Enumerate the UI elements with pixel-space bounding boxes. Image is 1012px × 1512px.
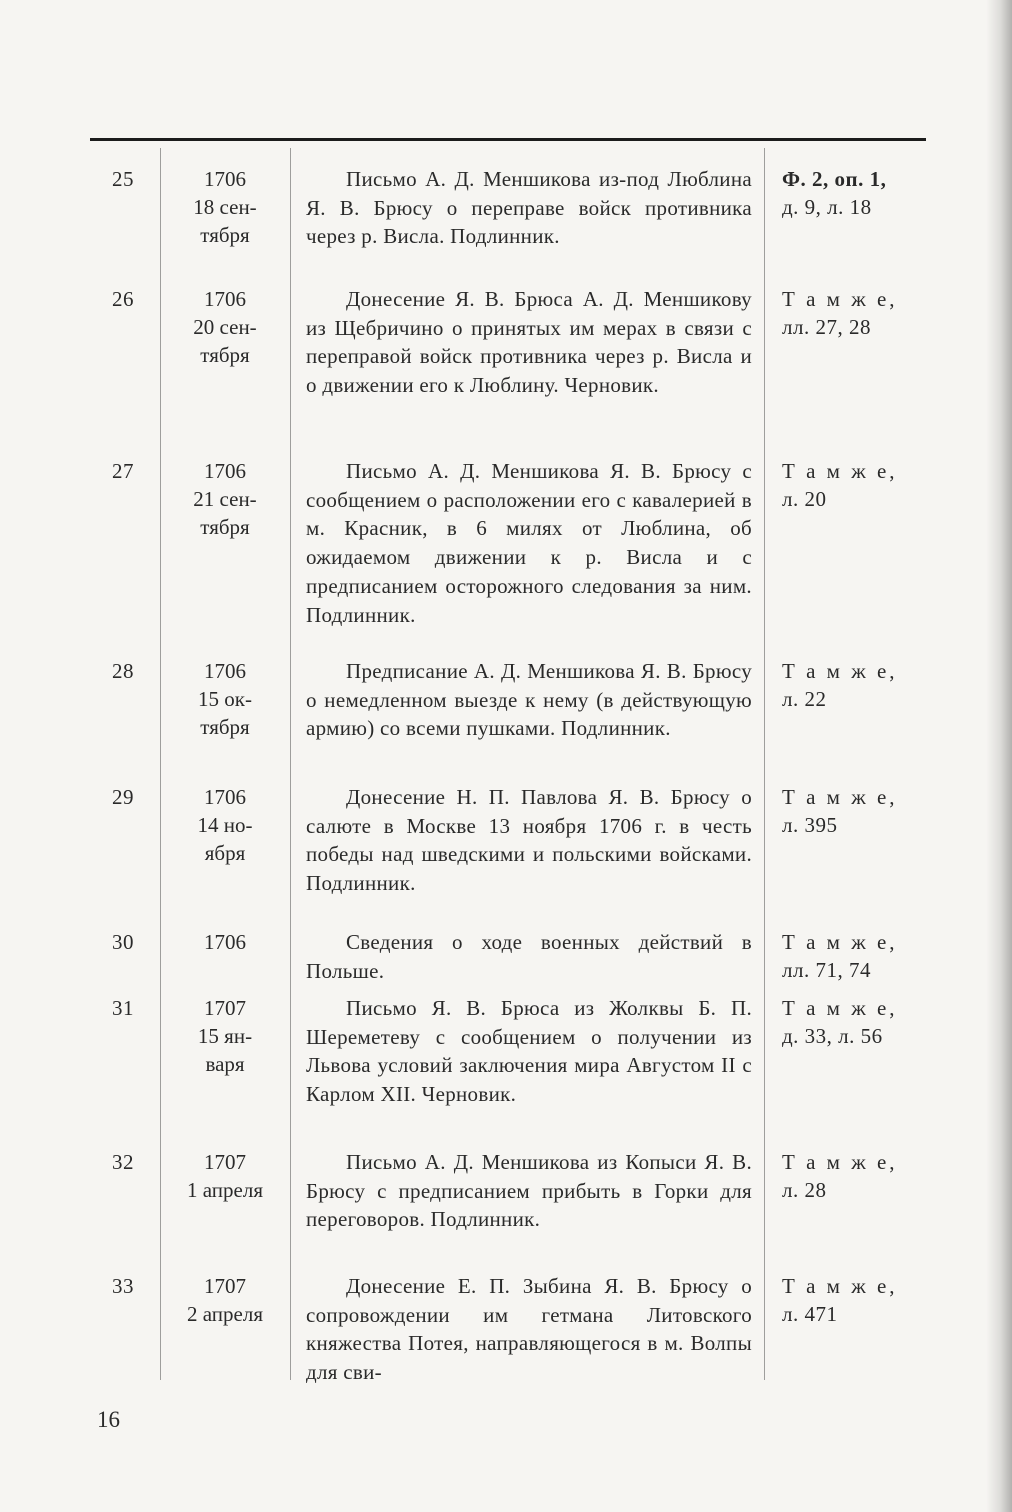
row-description: Письмо А. Д. Меншикова из Копыси Я. В. Брюсу с предписанием прибыть в Горки для переговоров. Подлинник. <box>306 1150 752 1232</box>
date-year: 1706 <box>204 167 246 191</box>
row-description: Предписание А. Д. Меншикова Я. В. Брюсу о немедленном выезде к нему (в действующую армию) со всеми пушками. Подлинник. <box>306 659 752 741</box>
date-day: 15 ян- <box>197 1024 253 1048</box>
row-reference <box>782 657 932 713</box>
date-month: ября <box>204 841 246 865</box>
date-year: 1706 <box>204 785 246 809</box>
ref-line: л. 471 <box>782 1302 838 1326</box>
row-reference <box>782 165 932 221</box>
row-date <box>162 783 288 867</box>
date-year: 1706 <box>204 659 246 683</box>
ref-line: л. 22 <box>782 687 827 711</box>
row-reference <box>782 994 932 1050</box>
row-date <box>162 928 288 956</box>
row-date <box>162 165 288 249</box>
row-date <box>162 1148 288 1204</box>
row-description: Донесение Я. В. Брюса А. Д. Меншикову из Щебричино о принятых им мерах в связи с переправой войск противника через р. Висла и о движении его к Люблину. Черновик. <box>306 287 752 398</box>
ref-line: д. 9, л. 18 <box>782 195 872 219</box>
date-year: 1706 <box>204 459 246 483</box>
row-date <box>162 285 288 369</box>
ref-line: Т а м ж е, <box>782 1274 898 1298</box>
ref-line: Ф. 2, оп. 1, <box>782 167 887 191</box>
ref-line: л. 20 <box>782 487 827 511</box>
row-reference <box>782 928 932 984</box>
row-number: 29 <box>112 785 134 809</box>
row-number: 30 <box>112 930 134 954</box>
row-number: 32 <box>112 1150 134 1174</box>
row-reference <box>782 285 932 341</box>
date-year: 1707 <box>204 1150 246 1174</box>
date-month: тября <box>200 343 250 367</box>
ref-line: Т а м ж е, <box>782 287 898 311</box>
row-number: 25 <box>112 167 134 191</box>
date-day: 21 сен- <box>193 487 257 511</box>
date-year: 1707 <box>204 996 246 1020</box>
column-divider <box>290 148 291 1380</box>
row-number: 27 <box>112 459 134 483</box>
row-description: Донесение Н. П. Павлова Я. В. Брюсу о салюте в Москве 13 ноября 1706 г. в честь победы над шведскими и польскими войсками. Подлинник. <box>306 785 752 896</box>
row-date <box>162 1272 288 1328</box>
row-description: Письмо А. Д. Меншикова Я. В. Брюсу с сообщением о расположении его с кавалерией в м. Красник, в 6 милях от Люблина, об ожидаемом движении к р. Висла и с предписанием осторожного следования за ним. Подлинник. <box>306 459 752 627</box>
date-month: тября <box>200 515 250 539</box>
date-day: 20 сен- <box>193 315 257 339</box>
column-divider <box>764 148 765 1380</box>
ref-line: л. 395 <box>782 813 838 837</box>
ref-line: Т а м ж е, <box>782 659 898 683</box>
ref-line: лл. 71, 74 <box>782 958 871 982</box>
date-day: 14 но- <box>197 813 253 837</box>
ref-line: Т а м ж е, <box>782 1150 898 1174</box>
date-month: тября <box>200 223 250 247</box>
row-number: 26 <box>112 287 134 311</box>
page-number: 16 <box>97 1407 120 1432</box>
ref-line: Т а м ж е, <box>782 459 898 483</box>
row-reference <box>782 783 932 839</box>
row-reference <box>782 457 932 513</box>
date-day: 2 апреля <box>187 1302 263 1326</box>
row-description: Донесение Е. П. Зыбина Я. В. Брюсу о сопровождении им гетмана Литовского княжества Потея, направляющегося в м. Волпы для сви- <box>306 1274 752 1385</box>
date-year: 1706 <box>204 930 246 954</box>
ref-line: лл. 27, 28 <box>782 315 871 339</box>
date-day: 1 апреля <box>187 1178 263 1202</box>
date-year: 1707 <box>204 1274 246 1298</box>
ref-line: д. 33, л. 56 <box>782 1024 883 1048</box>
row-reference <box>782 1272 932 1328</box>
ref-line: л. 28 <box>782 1178 827 1202</box>
page-edge-shadow <box>986 0 1012 1512</box>
date-day: 15 ок- <box>198 687 252 711</box>
date-day: 18 сен- <box>193 195 257 219</box>
row-description: Сведения о ходе военных действий в Польше. <box>306 930 752 983</box>
row-number: 33 <box>112 1274 134 1298</box>
row-date <box>162 457 288 541</box>
row-description: Письмо Я. В. Брюса из Жолквы Б. П. Шереметеву с сообщением о получении из Львова условий заключения мира Августом II с Карлом XII. Черновик. <box>306 996 752 1107</box>
ref-line: Т а м ж е, <box>782 785 898 809</box>
row-number: 28 <box>112 659 134 683</box>
table-top-rule <box>90 138 926 141</box>
date-month: варя <box>205 1052 245 1076</box>
row-number: 31 <box>112 996 134 1020</box>
row-reference <box>782 1148 932 1204</box>
row-description: Письмо А. Д. Меншикова из-под Люблина Я. В. Брюсу о переправе войск противника через р. Висла. Подлинник. <box>306 167 752 249</box>
ref-line: Т а м ж е, <box>782 996 898 1020</box>
ref-line: Т а м ж е, <box>782 930 898 954</box>
date-year: 1706 <box>204 287 246 311</box>
column-divider <box>160 148 161 1380</box>
row-date <box>162 994 288 1078</box>
row-date <box>162 657 288 741</box>
date-month: тября <box>200 715 250 739</box>
